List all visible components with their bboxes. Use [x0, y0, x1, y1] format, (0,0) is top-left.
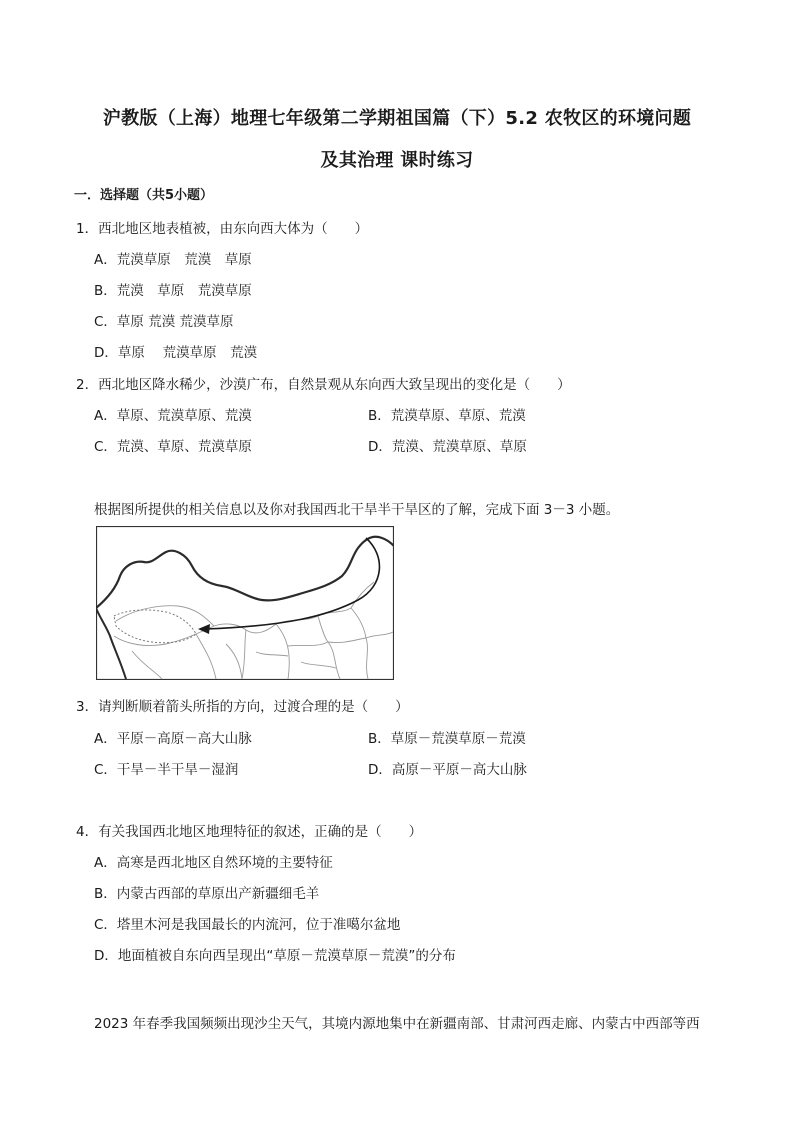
question-2-option-d: D．荒漠、荒漠草原、草原: [368, 439, 527, 455]
question-1-option-d: D．草原 荒漠草原 荒漠: [94, 345, 258, 361]
question-1-option-a: A．荒漠草原 荒漠 草原: [94, 252, 252, 268]
map-intro-text: 根据图所提供的相关信息以及你对我国西北干旱半干旱区的了解，完成下面 3－3 小题。: [94, 502, 620, 518]
northwest-china-map: [96, 526, 394, 680]
question-1-option-c: C．草原 荒漠 荒漠草原: [94, 314, 234, 330]
question-1-option-b: B．荒漠 草原 荒漠草原: [94, 283, 252, 299]
question-3-option-d: D．高原－平原－高大山脉: [368, 762, 527, 778]
question-4-stem: 4．有关我国西北地区地理特征的叙述，正确的是（ ）: [76, 824, 423, 840]
question-2-option-c: C．荒漠、草原、荒漠草原: [94, 439, 252, 455]
question-4-option-c: C．塔里木河是我国最长的内流河，位于准噶尔盆地: [94, 917, 401, 933]
question-3-option-c: C．干旱－半干旱－湿润: [94, 762, 239, 778]
question-3-option-b: B．草原－荒漠草原－荒漠: [368, 731, 526, 747]
page-title-line-2: 及其治理 课时练习: [320, 150, 474, 171]
question-4-option-d: D．地面植被自东向西呈现出“草原－荒漠草原－荒漠”的分布: [94, 948, 456, 964]
question-3-option-a: A．平原－高原－高大山脉: [94, 731, 252, 747]
question-4-option-a: A．高寒是西北地区自然环境的主要特征: [94, 855, 333, 871]
question-2-stem: 2．西北地区降水稀少，沙漠广布，自然景观从东向西大致呈现出的变化是（ ）: [76, 377, 571, 393]
section-heading: 一．选择题（共5小题）: [74, 188, 214, 203]
question-4-option-b: B．内蒙古西部的草原出产新疆细毛羊: [94, 886, 320, 902]
question-2-option-b: B．荒漠草原、草原、荒漠: [368, 408, 526, 424]
question-2-option-a: A．草原、荒漠草原、荒漠: [94, 408, 252, 424]
question-3-stem: 3．请判断顺着箭头所指的方向，过渡合理的是（ ）: [76, 699, 409, 715]
question-1-stem: 1．西北地区地表植被，由东向西大体为（ ）: [76, 221, 369, 237]
page-title-line-1: 沪教版（上海）地理七年级第二学期祖国篇（下）5.2 农牧区的环境问题: [102, 108, 692, 129]
passage-text: 2023 年春季我国频频出现沙尘天气，其境内源地集中在新疆南部、甘肃河西走廊、内蒙古中西部等西: [94, 1016, 700, 1032]
